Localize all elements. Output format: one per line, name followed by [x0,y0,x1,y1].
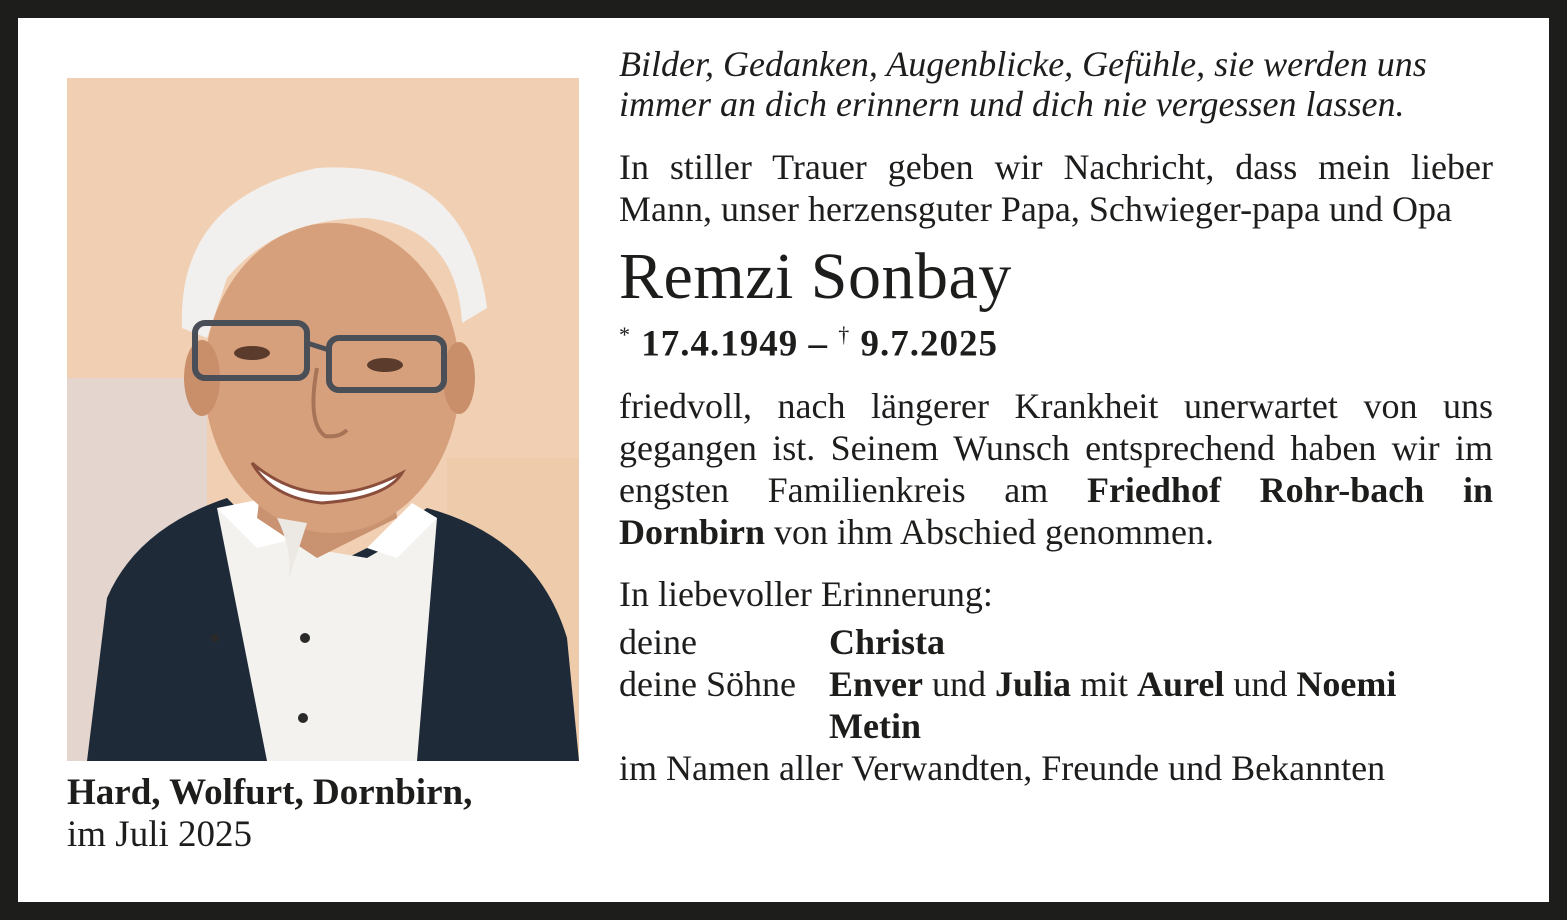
death-symbol: † [838,322,851,347]
closing-line: im Namen aller Verwandten, Freunde und Bekannten [619,748,1386,789]
month-line: im Juli 2025 [67,814,253,855]
place-line: Hard, Wolfurt, Dornbirn, [67,772,473,813]
spouse-name: Christa [829,622,945,663]
family-row-spouse [619,621,1493,663]
intro-paragraph: In stiller Trauer geben wir Nachricht, dass mein lieber Mann, unser herzensguter Papa, Schwieger-papa und Opa [619,147,1493,229]
memorial-quote [619,44,1493,124]
body-part-2: von ihm Abschied genommen. [765,512,1214,553]
portrait-illustration [67,78,579,761]
body-part-1: friedvoll, nach längerer Krankheit unerwartet von uns gegangen ist. Seinem Wunsch entsprechend haben wir im engsten Familienkreis am [619,386,1493,511]
daughter-in-law-name: Julia [995,664,1072,705]
grandchild-name-2: Noemi [1296,664,1397,705]
quote-line-2: immer an dich erinnern und dich nie vergessen lassen. [619,84,1405,124]
sons-label: deine Söhne [619,664,796,705]
family-list [619,621,1493,789]
place-and-date [67,772,472,856]
birth-symbol: * [619,322,631,347]
family-row-sons [619,663,1493,705]
grandchild-name-1: Aurel [1137,664,1225,705]
body-paragraph [619,385,1493,553]
life-dates [619,314,1493,365]
son-name-2: Metin [829,706,921,747]
portrait-photo [67,78,579,761]
family-row-son-2 [619,705,1493,747]
son-name-1: Enver [829,664,923,705]
quote-line-1: Bilder, Gedanken, Augenblicke, Gefühle, sie werden uns [619,44,1427,84]
deceased-name: Remzi Sonbay [619,240,1012,313]
sons-names [829,663,1493,705]
cemetery-name: Friedhof Rohr-bach in Dornbirn [619,470,1493,553]
death-date: 9.7.2025 [860,323,998,365]
with-word: mit [1080,664,1129,705]
spouse-label: deine [619,622,697,663]
notice-text [619,44,1493,789]
memory-label: In liebevoller Erinnerung: [619,574,993,615]
date-separator: – [808,323,828,365]
birth-date: 17.4.1949 [641,323,799,365]
conjunction-1: und [932,664,986,705]
conjunction-2: und [1233,664,1288,705]
